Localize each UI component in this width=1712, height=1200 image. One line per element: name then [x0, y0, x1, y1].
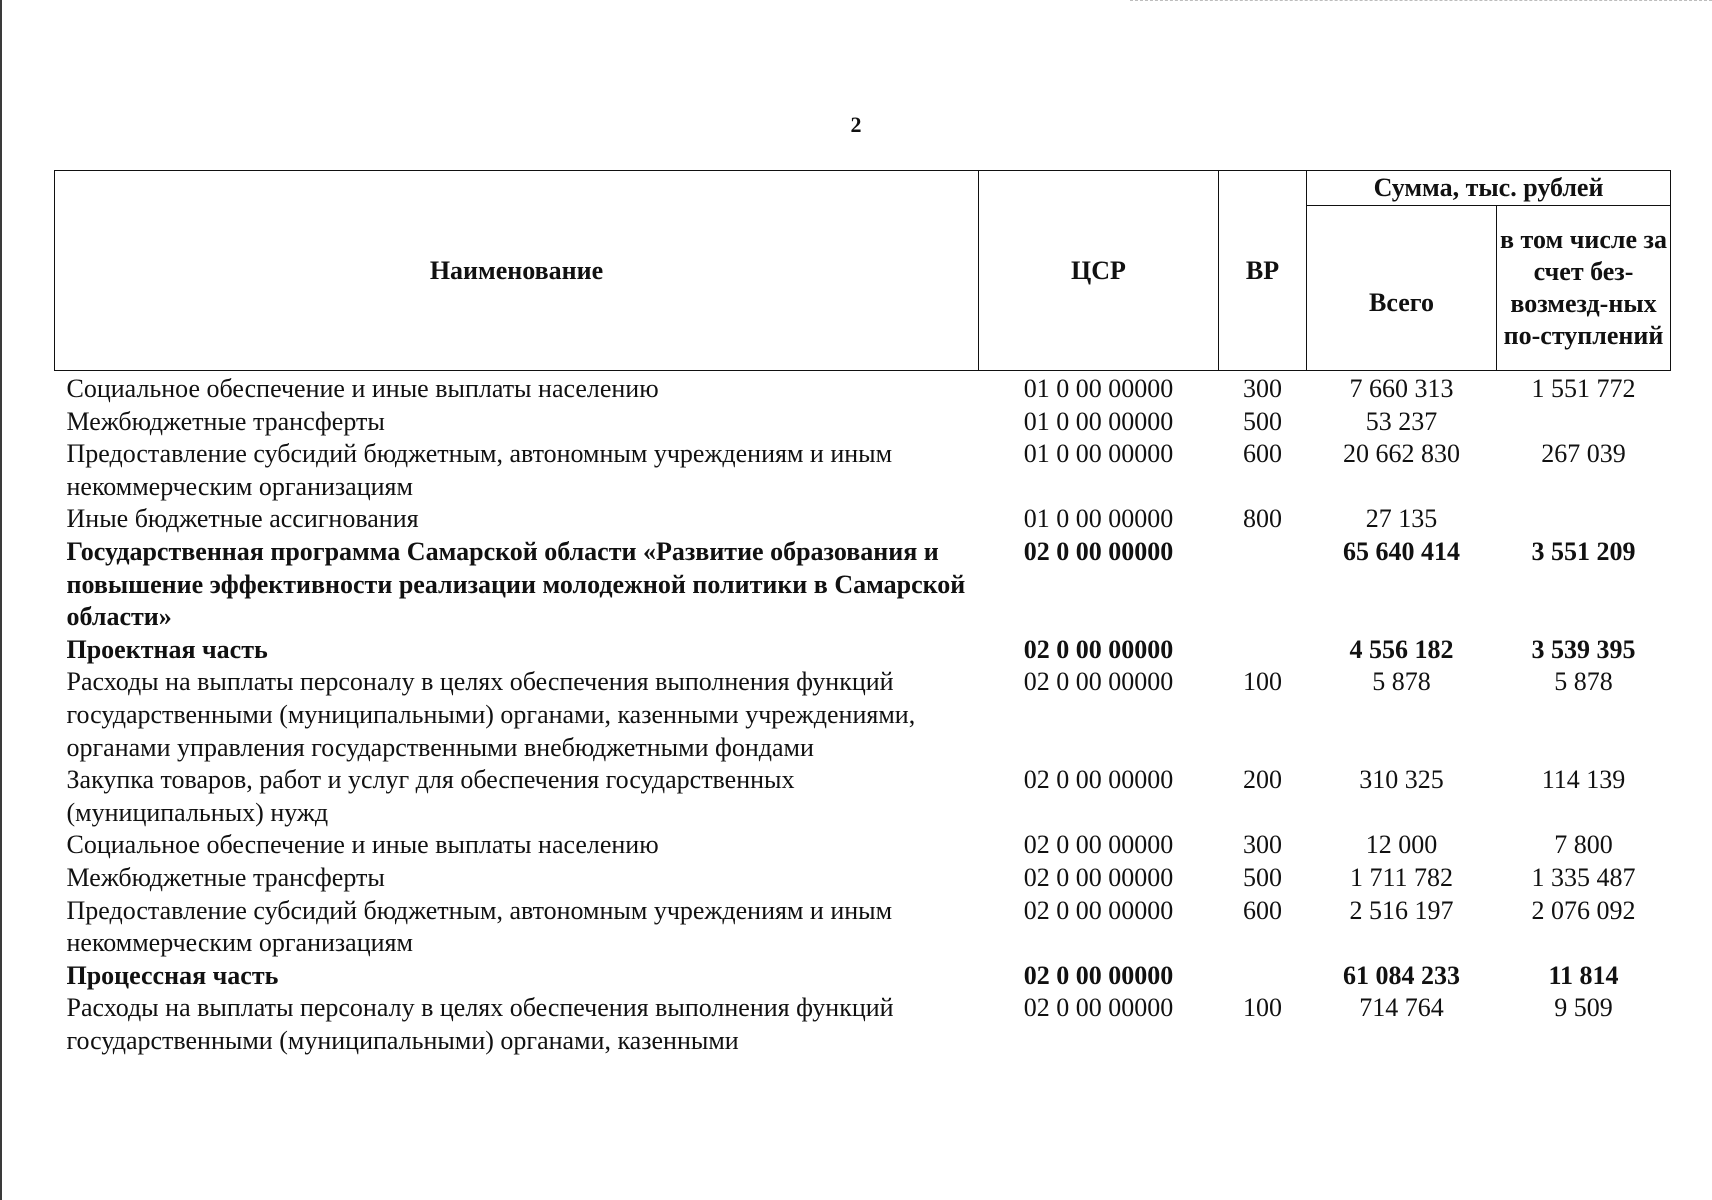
- cell-vr: [1219, 536, 1307, 634]
- cell-total: 65 640 414: [1343, 536, 1460, 566]
- cell-name: Социальное обеспечение и иные выплаты населению: [66, 374, 659, 403]
- cell-name: Закупка товаров, работ и услуг для обеспечения государственных (муниципальных) нужд: [66, 765, 795, 827]
- cell-vr: 200: [1243, 765, 1282, 795]
- table-row: [55, 895, 1671, 960]
- cell-free: 1 551 772: [1531, 374, 1636, 403]
- cell-free: 3 551 209: [1531, 536, 1636, 566]
- cell-name: Предоставление субсидий бюджетным, автономным учреждениям и иным некоммерческим организациям: [66, 439, 893, 501]
- cell-vr: [1219, 960, 1307, 993]
- header-total: Всего: [1307, 206, 1497, 371]
- cell-name: Межбюджетные трансферты: [66, 862, 385, 892]
- cell-csr: 01 0 00 00000: [1023, 504, 1174, 534]
- cell-total: 2 516 197: [1349, 895, 1454, 925]
- cell-csr: 02 0 00 00000: [1023, 862, 1174, 892]
- cell-total: 714 764: [1359, 993, 1444, 1023]
- cell-csr: 02 0 00 00000: [1023, 960, 1174, 990]
- cell-total: 4 556 182: [1349, 634, 1454, 664]
- cell-free: 7 800: [1554, 830, 1613, 860]
- cell-csr: 01 0 00 00000: [1023, 374, 1174, 403]
- cell-name: Проектная часть: [66, 634, 268, 664]
- cell-vr: 600: [1243, 895, 1282, 925]
- cell-free: 114 139: [1541, 765, 1626, 795]
- cell-name: Межбюджетные трансферты: [66, 406, 385, 436]
- header-csr: ЦСР: [979, 171, 1219, 371]
- cell-csr: 02 0 00 00000: [1023, 993, 1174, 1023]
- cell-free: 5 878: [1554, 667, 1613, 697]
- table-body: [55, 371, 1671, 1058]
- page-number: 2: [850, 112, 862, 137]
- cell-total: 5 878: [1372, 667, 1431, 697]
- cell-total: 20 662 830: [1343, 439, 1460, 469]
- table-header: [55, 171, 1671, 371]
- cell-csr: 02 0 00 00000: [1023, 536, 1174, 566]
- cell-total: 12 000: [1365, 830, 1438, 860]
- table-row: [55, 438, 1671, 503]
- cell-free: 11 814: [1548, 960, 1619, 990]
- cell-vr: 600: [1243, 439, 1282, 469]
- table-row: [55, 764, 1671, 829]
- header-sum-group: Сумма, тыс. рублей: [1307, 171, 1671, 206]
- cell-csr: 02 0 00 00000: [1023, 895, 1174, 925]
- table-row: [55, 371, 1671, 406]
- cell-csr: 02 0 00 00000: [1023, 667, 1174, 697]
- cell-free: 2 076 092: [1531, 895, 1636, 925]
- cell-total: 27 135: [1365, 504, 1438, 534]
- cell-free: [1497, 406, 1671, 439]
- cell-vr: 300: [1243, 830, 1282, 860]
- cell-free: 9 509: [1554, 993, 1613, 1023]
- table-row: [55, 960, 1671, 993]
- cell-vr: 800: [1243, 504, 1282, 534]
- cell-name: Расходы на выплаты персоналу в целях обеспечения выполнения функций государственными (муниципальными) органами, казенными: [66, 993, 894, 1055]
- budget-table-container: [54, 170, 1670, 1057]
- cell-csr: 01 0 00 00000: [1023, 406, 1174, 436]
- cell-name: Расходы на выплаты персоналу в целях обеспечения выполнения функций государственными (муниципальными) органами, казенными учреждениями, органами управления государственными внебюджетными фондами: [66, 667, 916, 762]
- cell-total: 310 325: [1359, 765, 1444, 795]
- cell-vr: 500: [1243, 862, 1282, 892]
- cell-name: Процессная часть: [66, 960, 279, 990]
- cell-total: 7 660 313: [1349, 374, 1454, 403]
- table-row: [55, 992, 1671, 1057]
- cell-name: Социальное обеспечение и иные выплаты населению: [66, 830, 659, 860]
- cell-vr: 100: [1243, 993, 1282, 1023]
- cell-vr: 500: [1243, 406, 1282, 436]
- budget-table: [54, 170, 1671, 1057]
- cell-name: Иные бюджетные ассигнования: [66, 504, 419, 534]
- table-row: [55, 406, 1671, 439]
- cell-vr: [1219, 634, 1307, 667]
- scan-edge: [0, 0, 2, 1200]
- header-free-receipts: в том числе за счет без-возмезд-ных по-ступлений: [1497, 206, 1671, 371]
- table-row: [55, 634, 1671, 667]
- table-row: [55, 503, 1671, 536]
- header-vr: ВР: [1219, 171, 1307, 371]
- cell-total: 61 084 233: [1343, 960, 1460, 990]
- cell-vr: 100: [1243, 667, 1282, 697]
- cell-name: Предоставление субсидий бюджетным, автономным учреждениям и иным некоммерческим организациям: [66, 895, 893, 958]
- header-name: Наименование: [55, 171, 979, 371]
- cell-free: 1 335 487: [1531, 862, 1636, 892]
- cell-name: Государственная программа Самарской области «Развитие образования и повышение эффективности реализации молодежной политики в Самарской области»: [66, 536, 966, 632]
- cell-total: 1 711 782: [1349, 862, 1454, 892]
- table-row: [55, 862, 1671, 895]
- cell-vr: 300: [1243, 374, 1282, 403]
- cell-csr: 02 0 00 00000: [1023, 830, 1174, 860]
- table-row: [55, 666, 1671, 764]
- cell-free: [1497, 503, 1671, 536]
- cell-csr: 02 0 00 00000: [1023, 634, 1174, 664]
- cell-csr: 01 0 00 00000: [1023, 439, 1174, 469]
- cell-csr: 02 0 00 00000: [1023, 765, 1174, 795]
- cell-free: 3 539 395: [1531, 634, 1636, 664]
- cell-total: 53 237: [1365, 406, 1438, 436]
- scan-marks: [1130, 0, 1712, 4]
- table-row: [55, 829, 1671, 862]
- table-row: [55, 536, 1671, 634]
- cell-free: 267 039: [1541, 439, 1626, 469]
